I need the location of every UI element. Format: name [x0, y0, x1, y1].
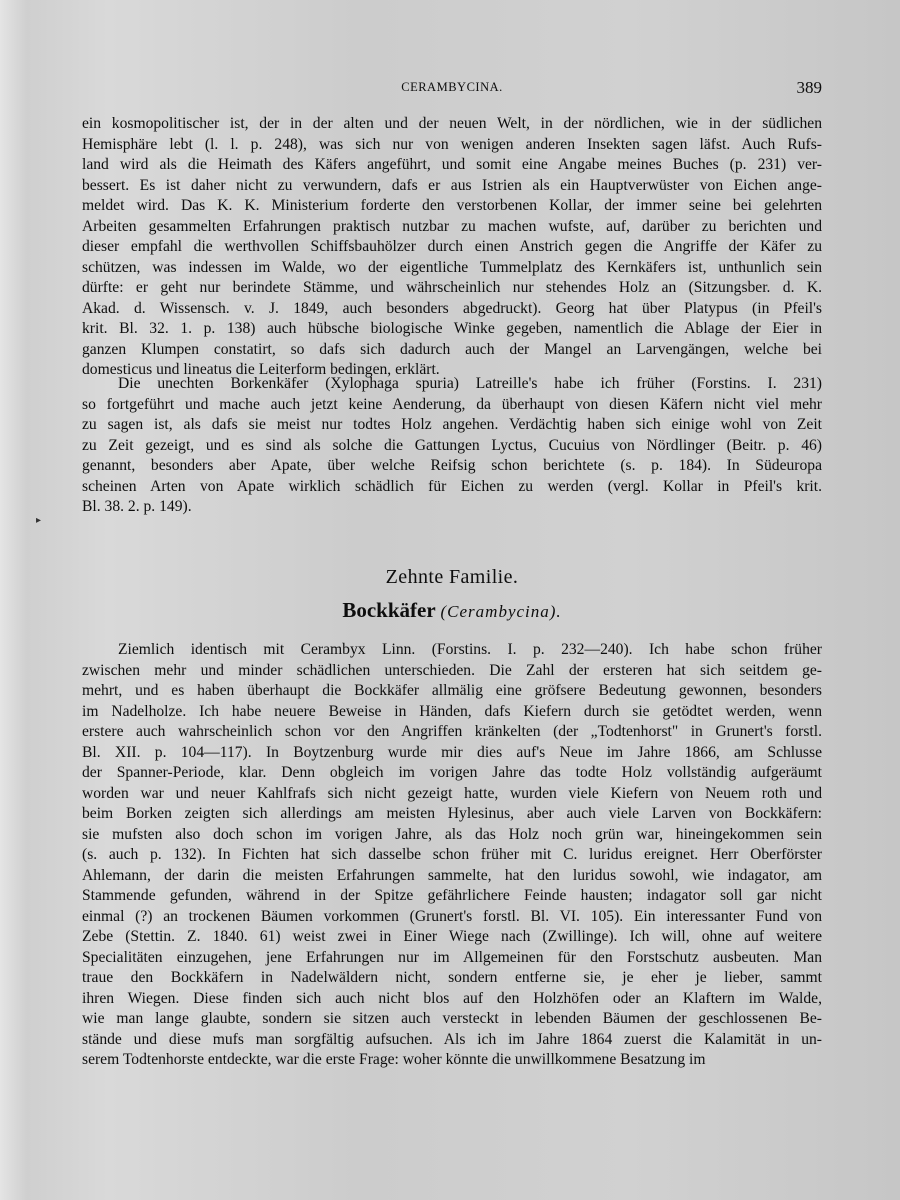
text-line: serem Todtenhorste entdeckte, war die erste Frage: woher könnte die unwillkommene Besatzung im: [82, 1051, 706, 1068]
text-line: der Spanner-Periode, klar. Denn obgleich im vorigen Jahre das todte Holz vollständig aufgeräumt: [82, 764, 822, 781]
text-line: einmal (?) an trockenen Bäumen vorkommen (Grunert's forstl. Bl. VI. 105). Ein interessanter Fund von: [82, 907, 822, 925]
text-line: Bl. 38. 2. p. 149).: [82, 498, 192, 515]
text-line: Ziemlich identisch mit Cerambyx Linn. (Forstins. I. p. 232—240). Ich habe schon früher: [118, 641, 822, 658]
section-family-heading: Zehnte Familie.: [385, 566, 519, 588]
paragraph-bockkaefer: [82, 640, 822, 1071]
text-line: Akad. d. Wissensch. v. J. 1849, auch besonders abgedruckt). Georg hat über Platypus (in Pfeil's: [82, 299, 822, 317]
text-line: Arbeiten gesammelten Erfahrungen praktisch nutzbar zu machen wufste, auf, darüber zu berichten und: [82, 217, 822, 235]
text-line: ihren Wiegen. Diese finden sich auch nicht blos auf den Holzhöfen oder an Klaftern im Walde,: [82, 989, 822, 1007]
page-number: 389: [796, 78, 822, 97]
text-line: krit. Bl. 32. 1. p. 138) auch hübsche biologische Winke gegeben, namentlich die Ablage der Eier in: [82, 320, 822, 337]
text-line: meldet wird. Das K. K. Ministerium forderte den verstorbenen Kollar, der immer seine bei gelehrten: [82, 197, 822, 214]
text-line: ganzen Klumpen constatirt, so dafs sich dadurch auch der Mangel an Larvengängen, welche bei: [82, 340, 822, 358]
section-title-latin: (Cerambycina).: [440, 602, 562, 621]
text-line: Die unechten Borkenkäfer (Xylophaga spuria) Latreille's habe ich früher (Forstins. I. 231): [118, 375, 822, 392]
text-line: traue den Bockkäfern in Nadelwäldern nicht, sondern entferne sie, je eher je lieber, sammt: [82, 969, 822, 986]
text-line: schützen, was indessen im Walde, wo der eigentliche Tummelplatz des Kernkäfers ist, unthunlich sein: [82, 258, 822, 276]
text-line: Bl. XII. p. 104—117). In Boytzenburg wurde mir dies auf's Neue im Jahre 1866, am Schlusse: [82, 743, 822, 761]
text-line: (s. auch p. 132). In Fichten hat sich dasselbe schon früher mit C. luridus ereignet. Herr Oberförster: [82, 846, 822, 863]
section-title-main: Bockkäfer: [342, 598, 436, 622]
text-line: erstere auch wahrscheinlich schon vor den Angriffen kränkelten (der „Todtenhorst" in Grunert's forstl.: [82, 723, 822, 740]
text-line: beim Borken zeigten sich allerdings am meisten Hylesinus, aber auch viele Larven von Bockkäfern:: [82, 805, 822, 822]
text-line: Stammende gefunden, während in der Spitze gefährlichere Feinde hausten; indagator soll gar nicht: [82, 887, 822, 904]
margin-mark: ▸: [36, 515, 42, 526]
text-line: Zebe (Stettin. Z. 1840. 61) weist zwei in Einer Wiege nach (Zwillinge). Ich will, ohne auf weitere: [82, 928, 822, 945]
paragraph-unechte-borkenkaefer: [82, 374, 822, 518]
text-line: zwischen mehr und minder schädlichen unterschieden. Die Zahl der ersteren hat sich seitdem ge-: [82, 661, 822, 679]
paragraph-continued: [82, 114, 822, 381]
text-line: stände und diese mufs man sorgfältig aufsuchen. Als ich im Jahre 1864 zuerst die Kalamität in un-: [82, 1030, 822, 1048]
text-line: Specialitäten einzugehen, jene Erfahrungen nur im Allgemeinen für den Forstschutz ausbeuten. Man: [82, 948, 822, 966]
text-line: land wird als die Heimath des Käfers angeführt, und somit eine Angabe meines Buches (p. 231) ver-: [82, 156, 822, 173]
text-line: wie man lange glaubte, sondern sie sitzen auch versteckt in lebenden Bäumen der geschlossenen Be-: [82, 1010, 822, 1027]
text-line: im Nadelholze. Ich habe neuere Beweise in Händen, dafs Kiefern durch sie getödtet werden, wenn: [82, 702, 822, 720]
text-line: so fortgeführt und mache auch jetzt keine Aenderung, da überhaupt von diesen Käfern nicht viel mehr: [82, 395, 822, 413]
text-line: Ahlemann, der darin die meisten Erfahrungen sammelte, hat den luridus sowohl, wie indagator, am: [82, 866, 822, 884]
text-line: genannt, besonders aber Apate, über welche Reifsig schon berichtete (s. p. 184). In Südeuropa: [82, 457, 822, 474]
text-line: mehrt, und es haben überhaupt die Bockkäfer allmälig eine gröfsere Bedeutung gewonnen, besonders: [82, 682, 822, 699]
text-line: sie mufsten also doch schon im vorigen Jahre, als das Holz noch grün war, hineingekommen sein: [82, 825, 822, 843]
text-line: domesticus und lineatus die Leiterform bedingen, erklärt.: [82, 361, 440, 378]
text-line: scheinen Arten von Apate wirklich schädlich für Eichen zu werden (vergl. Kollar in Pfeil's krit.: [82, 477, 822, 495]
text-line: Hemisphäre lebt (l. l. p. 248), was sich nur von wenigen anderen Insekten sagen läfst. Auch Rufs-: [82, 135, 822, 153]
text-line: zu Zeit gezeigt, und es sind als solche die Gattungen Lyctus, Cucuius von Nördlinger (Beitr. p. 46): [82, 436, 822, 454]
running-head: CERAMBYCINA.: [401, 80, 503, 94]
text-line: ein kosmopolitischer ist, der in der alten und der neuen Welt, in der nördlichen, wie in der südlichen: [82, 115, 822, 132]
text-line: dieser empfahl die werthvollen Schiffsbauhölzer durch einen Anstrich gegen die Angriffe der Käfer zu: [82, 238, 822, 255]
page-header: [82, 78, 822, 102]
text-line: zu sagen ist, als dafs sie meist nur todtes Holz angehen. Verdächtig haben sich einige wohl von Zeit: [82, 416, 822, 433]
text-line: dürfte: er geht nur berindete Stämme, und währscheinlich nur stehendes Holz an (Sitzungsber. d. K.: [82, 279, 822, 296]
text-line: worden war und neuer Kahlfrafs sich nicht gezeigt hatte, wurden viele Kiefern von Neuem roth und: [82, 784, 822, 802]
section-title: [82, 598, 822, 623]
text-line: bessert. Es ist daher nicht zu verwundern, dafs er aus Istrien als ein Hauptverwüster von Eichen ange-: [82, 176, 822, 194]
